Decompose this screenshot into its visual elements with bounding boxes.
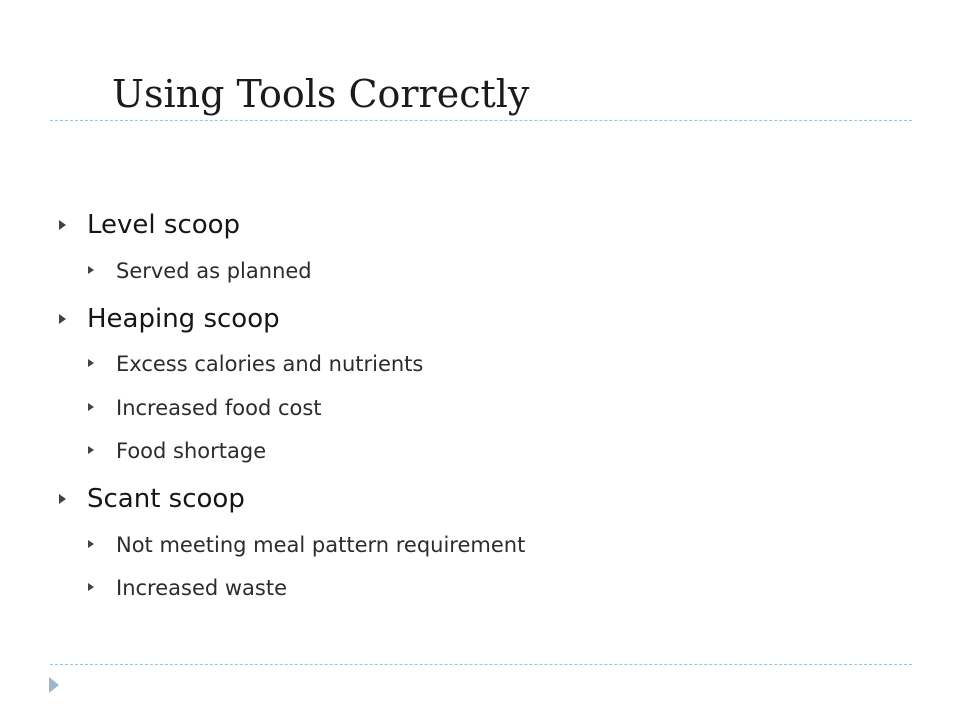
sub-bullet-item-excess-calories xyxy=(116,351,423,377)
sub-bullet-item-increased-waste xyxy=(116,575,287,601)
bullet-arrow-icon xyxy=(59,494,66,504)
sub-bullet-item-food-shortage xyxy=(116,438,266,464)
slide-title: Using Tools Correctly xyxy=(112,72,530,116)
bullet-arrow-icon xyxy=(59,314,66,324)
footer-arrow-icon xyxy=(49,677,59,693)
sub-bullet-text: Excess calories and nutrients xyxy=(116,352,424,376)
sub-bullet-item-increased-food-cost xyxy=(116,395,322,421)
sub-bullet-arrow-icon xyxy=(88,359,94,367)
bullet-arrow-icon xyxy=(59,220,66,230)
sub-bullet-text: Increased food cost xyxy=(116,396,322,420)
sub-bullet-text: Not meeting meal pattern requirement xyxy=(116,533,526,557)
footer-divider xyxy=(50,664,912,665)
sub-bullet-text: Served as planned xyxy=(116,259,312,283)
sub-bullet-text: Increased waste xyxy=(116,576,288,600)
sub-bullet-arrow-icon xyxy=(88,446,94,454)
sub-bullet-arrow-icon xyxy=(88,403,94,411)
bullet-text: Scant scoop xyxy=(87,484,245,514)
sub-bullet-text: Food shortage xyxy=(116,439,267,463)
bullet-item-level-scoop xyxy=(87,208,240,242)
bullet-text: Level scoop xyxy=(87,210,241,240)
sub-bullet-arrow-icon xyxy=(88,583,94,591)
sub-bullet-item-served-as-planned xyxy=(116,258,312,284)
sub-bullet-arrow-icon xyxy=(88,540,94,548)
bullet-text: Heaping scoop xyxy=(87,304,280,334)
sub-bullet-item-meal-pattern xyxy=(116,532,525,558)
sub-bullet-arrow-icon xyxy=(88,266,94,274)
title-divider xyxy=(50,120,912,121)
bullet-item-heaping-scoop xyxy=(87,302,280,336)
bullet-item-scant-scoop xyxy=(87,482,245,516)
